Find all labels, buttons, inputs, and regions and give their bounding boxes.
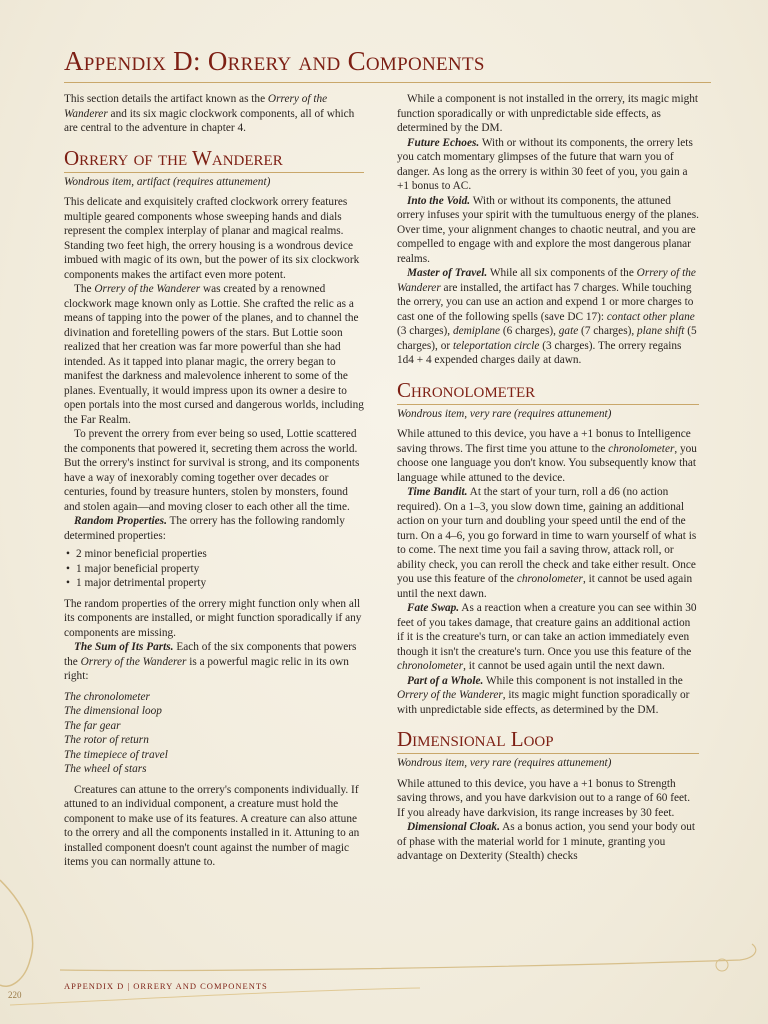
chronolometer-paragraph-1: While attuned to this device, you have a +1 bonus to Intelligence saving throws. The first time you attune to the chronolometer, you choose one language you don't know. You subsequently know that language while attuned to the device. (397, 428, 697, 484)
list-item: • 1 major beneficial property (76, 562, 364, 577)
dimensional-loop-heading: Dimensional Loop (397, 727, 699, 754)
orrery-paragraph-5: The random properties of the orrery might function only when all its components are installed, or might function sporadically if any components are missing. (64, 597, 362, 639)
left-column (64, 92, 364, 870)
list-item: • 1 major detrimental property (76, 576, 364, 591)
list-item: • 2 minor beneficial properties (76, 547, 364, 562)
time-bandit-paragraph: Time Bandit. At the start of your turn, roll a d6 (no action required). On a 1–3, you slow down time, gaining an additional action on your turn and doubling your speed until the end of the turn. On a 4–6, you go forward in time to warn yourself of what is to come. The next time you fail a saving throw, attack roll, or ability check, you can reroll the check and take either result. Once you use this feature of the chronolometer, it cannot be used again until the next dawn. (397, 486, 697, 600)
sum-of-parts-paragraph: The Sum of Its Parts. Each of the six components that powers the Orrery of the Wanderer is a powerful magic relic in its own right: (64, 641, 357, 682)
page-number: 220 (8, 990, 22, 1000)
master-of-travel-paragraph: Master of Travel. While all six components of the Orrery of the Wanderer are installed, the artifact has 7 charges. While touching the orrery, you can use an action and expend 1 or more charges to cast one of the following spells (save DC 17): contact other plane (3 charges), demiplane (6 charges), gate (7 charges), plane shift (5 charges), or teleportation circle (3 charges). The orrery regains 1d4 + 4 expended charges daily at dawn. (397, 267, 697, 366)
intro-paragraph: This section details the artifact known as the Orrery of the Wanderer and its six magic clockwork components, all of which are central to the adventure in chapter 4. (64, 93, 355, 134)
list-item: The wheel of stars (64, 763, 147, 775)
list-item: The far gear (64, 719, 121, 732)
chronolometer-subtitle: Wondrous item, very rare (requires attunement) (397, 407, 612, 420)
components-list (64, 690, 364, 777)
attunement-paragraph: Creatures can attune to the orrery's components individually. If attuned to an individual component, a creature must hold the component to make use of its features. A creature can also attune to the orrery and all the components installed in it. Attuning to an installed component doesn't count against the number of magic items you can normally attune to. (64, 783, 360, 868)
dimensional-loop-paragraph-1: While attuned to this device, you have a +1 bonus to Strength saving throws, and you have darkvision out to a range of 60 feet. If you already have darkvision, its range increases by 30 feet. (397, 777, 691, 819)
orrery-heading: Orrery of the Wanderer (64, 146, 364, 173)
orrery-paragraph-1: This delicate and exquisitely crafted clockwork orrery features multiple geared components whose sweeping hands and dials represent the complex interplay of planar and magical realms. Standing two feet high, the orrery housing is a wondrous device imbued with magic of its own, but the power of its six clockwork components makes the artifact even more potent. (64, 196, 360, 281)
list-item: The rotor of return (64, 734, 149, 746)
fate-swap-paragraph: Fate Swap. As a reaction when a creature you can see within 30 feet of you takes damage, that creature gains an additional action if it is the creature's turn, or can take an action immediately even though it isn't the creature's turn. Once you use this feature of the chronolometer, it cannot be used again until the next dawn. (397, 602, 697, 672)
orrery-paragraph-3: To prevent the orrery from ever being so used, Lottie scattered the components that powered it, secreting them across the world. But the orrery's instinct for survival is strong, and its components have a way of inexorably coming together over decades or centuries, found by treasure hunters, stolen by monsters, found and stolen again—and moving closer to each other all the time. (64, 428, 360, 513)
title-rule (64, 82, 711, 83)
right-column (397, 92, 699, 864)
list-item: The timepiece of travel (64, 748, 168, 761)
dimensional-cloak-paragraph: Dimensional Cloak. As a bonus action, you send your body out of phase with the material world for 1 minute, granting you advantage on Dexterity (Stealth) checks (397, 821, 696, 862)
part-of-whole-paragraph: Part of a Whole. While this component is not installed in the Orrery of the Wanderer, its magic might function sporadically or with unpredictable side effects, as determined by the DM. (397, 674, 690, 716)
page-title: Appendix D: Orrery and Components (64, 46, 485, 76)
list-item: The dimensional loop (64, 705, 162, 717)
properties-list (64, 547, 364, 591)
page-footer: APPENDIX D | ORRERY AND COMPONENTS (64, 981, 268, 991)
future-echoes-paragraph: Future Echoes. With or without its components, the orrery lets you catch momentary glimpses of the future that warn you of danger. As long as the orrery is within 30 feet of you, you gain a +1 bonus to AC. (397, 136, 693, 192)
component-note-paragraph: While a component is not installed in the orrery, its magic might function sporadically or with unpredictable side effects, as determined by the DM. (397, 93, 699, 134)
orrery-subtitle: Wondrous item, artifact (requires attunement) (64, 175, 271, 188)
list-item: The chronolometer (64, 690, 150, 703)
orrery-paragraph-2: The Orrery of the Wanderer was created by a renowned clockwork mage known only as Lottie. She crafted the relic as a means of tapping into the power of the planes, and to channel the divination and foretelling powers of the stars. But Lottie soon realized that her creation was far more powerful than she had intended. As it tapped into planar magic, the orrery began to manifest the darkness and malevolence inherent to some of the planes. Eventually, it would impress upon its owner a desire to open portals into the most cursed and dangerous worlds, including the Far Realm. (64, 283, 364, 426)
random-properties-paragraph: Random Properties. The orrery has the following randomly determined properties: (64, 515, 345, 542)
dimensional-loop-subtitle: Wondrous item, very rare (requires attunement) (397, 757, 612, 769)
into-the-void-paragraph: Into the Void. With or without its components, the attuned orrery infuses your spirit with the tumultuous energy of the planes. Over time, your alignment changes to chaotic neutral, and you are compelled to engage with and explore the most dangerous planar realms. (397, 194, 699, 265)
chronolometer-heading: Chronolometer (397, 378, 699, 405)
